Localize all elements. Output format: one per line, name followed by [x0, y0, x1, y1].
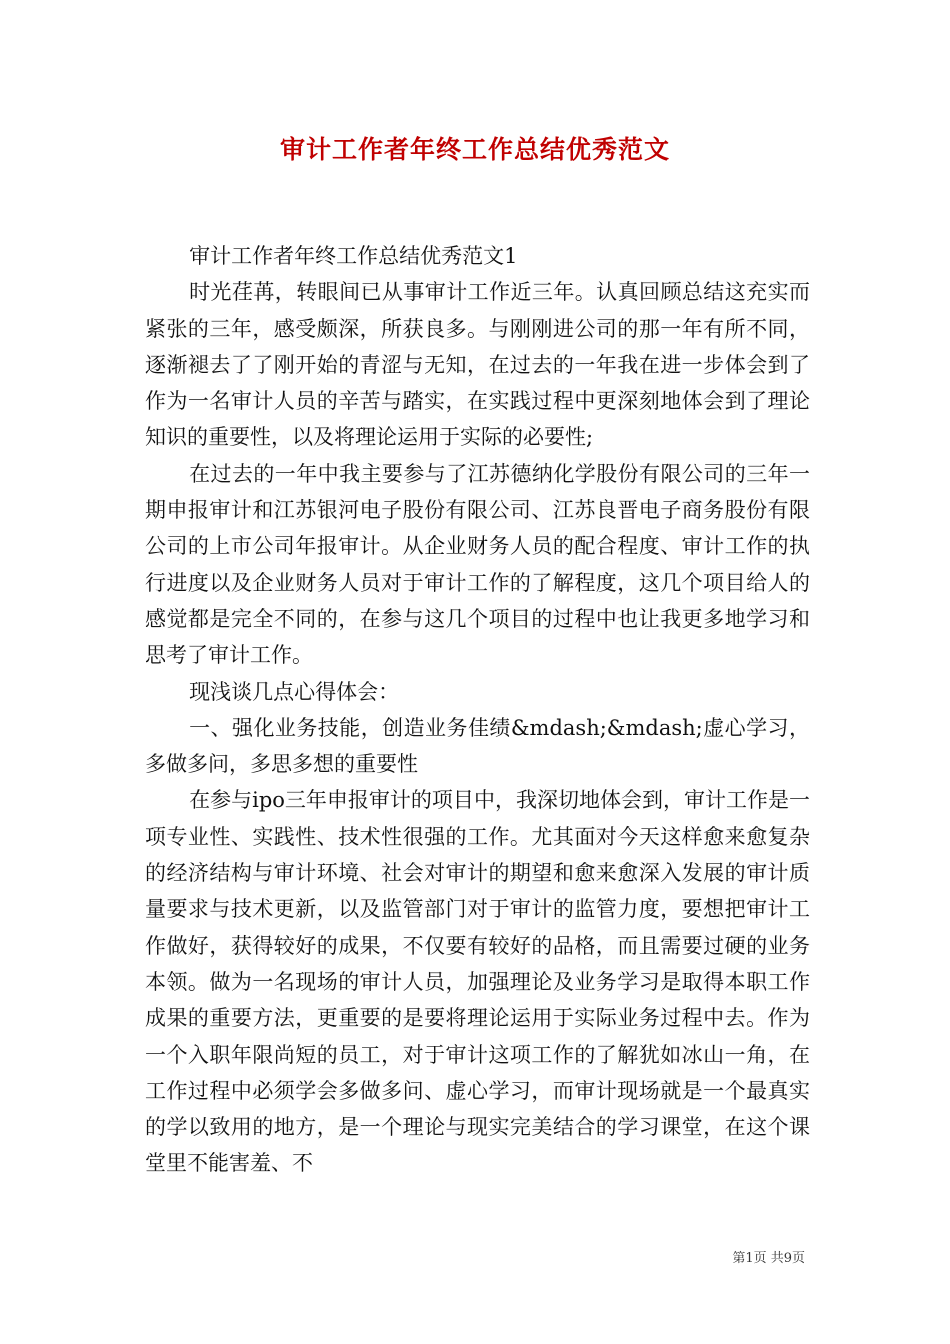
paragraph: 时光荏苒，转眼间已从事审计工作近三年。认真回顾总结这充实而紧张的三年，感受颇深，所获良多。与刚刚进公司的那一年有所不同，逐渐褪去了了刚开始的青涩与无知，在过去的一年我在进一步体会到了作为一名审计人员的辛苦与踏实，在实践过程中更深刻地体会到了理论知识的重要性，以及将理论运用于实际的必要性;: [145, 280, 810, 450]
paragraph: 在参与ipo三年申报审计的项目中，我深切地体会到，审计工作是一项专业性、实践性、技术性很强的工作。尤其面对今天这样愈来愈复杂的经济结构与审计环境、社会对审计的期望和愈来愈深入发展的审计质量要求与技术更新，以及监管部门对于审计的监管力度，要想把审计工作做好，获得较好的成果，不仅要有较好的品格，而且需要过硬的业务本领。做为一名现场的审计人员，加强理论及业务学习是取得本职工作成果的重要方法，更重要的是要将理论运用于实际业务过程中去。作为一个入职年限尚短的员工，对于审计这项工作的了解犹如冰山一角，在工作过程中必须学会多做多问、虚心学习，而审计现场就是一个最真实的学以致用的地方，是一个理论与现实完美结合的学习课堂，在这个课堂里不能害羞、不: [145, 788, 810, 1176]
document-body: [145, 238, 810, 1182]
page-number: 第1页 共9页: [732, 1251, 805, 1266]
document-title: 审计工作者年终工作总结优秀范文: [279, 135, 670, 164]
section-heading: 审计工作者年终工作总结优秀范文1: [189, 244, 518, 268]
paragraph: 现浅谈几点心得体会：: [189, 679, 400, 704]
paragraph: 在过去的一年中我主要参与了江苏德纳化学股份有限公司的三年一期申报审计和江苏银河电子股份有限公司、江苏良晋电子商务股份有限公司的上市公司年报审计。从企业财务人员的配合程度、审计工作的执行进度以及企业财务人员对于审计工作的了解程度，这几个项目给人的感觉都是完全不同的，在参与这几个项目的过程中也让我更多地学习和思考了审计工作。: [145, 461, 810, 668]
paragraph: 一、强化业务技能，创造业务佳绩&mdash;&mdash;虚心学习，多做多问，多思多想的重要性: [145, 715, 810, 777]
